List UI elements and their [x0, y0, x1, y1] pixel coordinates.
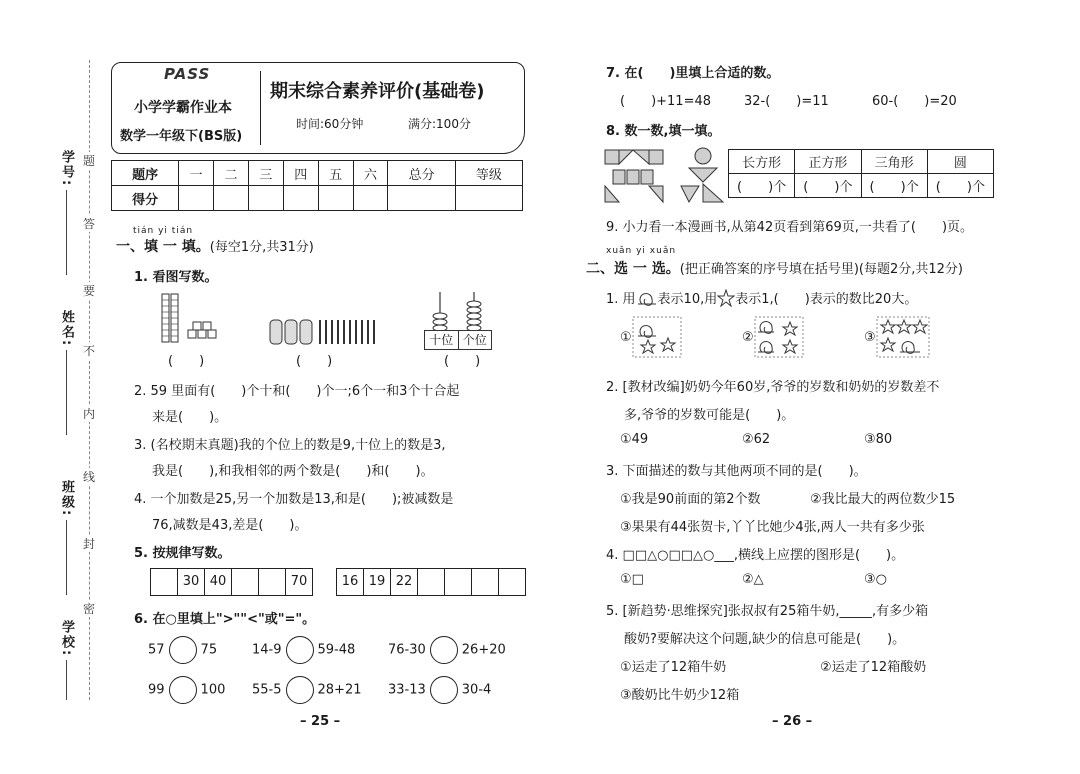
sequence-cell: 16 [337, 569, 364, 595]
score-table-header-cell: 三 [248, 161, 283, 186]
select-question-1 [606, 288, 917, 307]
q7-item[interactable]: 32-( )=11 [744, 94, 829, 109]
compare-circle[interactable] [286, 676, 314, 704]
sequence-cell[interactable] [445, 569, 472, 595]
score-cell[interactable] [248, 186, 283, 211]
compare-item [388, 636, 506, 664]
sq1-option-2[interactable] [742, 316, 804, 358]
sequence-cell[interactable] [418, 569, 445, 595]
sequence-cell: 40 [205, 569, 232, 595]
compare-right: 100 [200, 682, 226, 698]
sequence-cell[interactable] [472, 569, 499, 595]
score-cell[interactable] [388, 186, 455, 211]
score-table-header-cell: 题序 [112, 161, 179, 186]
compare-item [252, 676, 362, 704]
sq5-option[interactable]: ①运走了12箱牛奶 [620, 660, 727, 675]
compare-circle[interactable] [169, 676, 197, 704]
score-table-header-cell: 二 [214, 161, 249, 186]
page-title: 期末综合素养评价(基础卷) [270, 81, 485, 102]
snail-icon [636, 290, 658, 306]
select-question-5-line-1: 5. [新趋势·思维探究]张叔叔有25箱牛奶,_____,有多少箱 [606, 604, 929, 619]
score-cell[interactable] [283, 186, 318, 211]
q1-blank-3[interactable]: ( ) [444, 354, 481, 369]
abacus-base [424, 330, 492, 350]
school-field[interactable] [57, 620, 76, 700]
compare-left: 99 [148, 682, 165, 698]
section2-note: (把正确答案的序号填在括号里)(每题2分,共12分) [679, 262, 963, 277]
full-score: 满分:100分 [408, 117, 471, 131]
sequence-cell: 19 [364, 569, 391, 595]
score-table-header-cell: 一 [179, 161, 214, 186]
question-2-line-2: 来是( )。 [152, 410, 228, 425]
select-question-3: 3. 下面描述的数与其他两项不同的是( )。 [606, 464, 867, 479]
sq4-option[interactable]: ③○ [864, 572, 887, 587]
score-table-row [112, 186, 523, 211]
section2-heading: 二、选 一 选。 [586, 261, 680, 277]
q1-blank-2[interactable]: ( ) [296, 354, 333, 369]
compare-item [148, 636, 217, 664]
q1-figure-abacus [426, 290, 490, 330]
sequence-row-1 [150, 568, 313, 596]
section1-heading: 一、填 一 填。 [116, 239, 210, 255]
option-picture [754, 316, 804, 358]
score-row-label: 得分 [112, 186, 179, 211]
q1-figure-rods-cubes [158, 292, 224, 344]
cut-word: 线 [83, 470, 96, 484]
select-question-2-line-1: 2. [教材改编]奶奶今年60岁,爷爷的岁数和奶奶的岁数差不 [606, 380, 940, 395]
sequence-cell: 30 [178, 569, 205, 595]
sequence-cell[interactable] [232, 569, 259, 595]
question-1: 1. 看图写数。 [134, 270, 218, 285]
score-table [111, 160, 523, 211]
question-4-line-2: 76,减数是43,差是( )。 [152, 518, 308, 533]
cut-word: 要 [83, 284, 96, 298]
sequence-cell[interactable] [499, 569, 526, 595]
sq3-option[interactable]: ②我比最大的两位数少15 [810, 492, 956, 507]
class-field[interactable] [57, 480, 76, 600]
cut-word: 封 [83, 537, 96, 551]
compare-right: 30-4 [461, 682, 492, 698]
abacus-tens-label: 十位 [425, 331, 459, 349]
option-number: ① [620, 329, 632, 345]
compare-circle[interactable] [430, 636, 458, 664]
select-question-5-line-2: 酸奶?要解决这个问题,缺少的信息可能是( )。 [624, 632, 906, 647]
shape-count-cell[interactable]: ( )个 [927, 174, 993, 198]
sq1-option-1[interactable] [620, 316, 682, 358]
header-divider [260, 71, 261, 145]
score-table-header [112, 161, 523, 186]
score-cell[interactable] [455, 186, 522, 211]
select-question-2-line-2: 多,爷爷的岁数可能是( )。 [624, 408, 795, 423]
q7-item[interactable]: 60-( )=20 [872, 94, 957, 109]
binding-gutter [55, 60, 105, 700]
compare-circle[interactable] [286, 636, 314, 664]
sq4-option[interactable]: ①□ [620, 572, 644, 587]
compare-item [388, 676, 491, 704]
student-number-field[interactable] [57, 150, 76, 280]
shape-header-cell: 圆 [927, 150, 993, 174]
student-name-label: 姓名: [59, 310, 74, 348]
score-cell[interactable] [214, 186, 249, 211]
school-label: 学校: [59, 620, 74, 658]
score-table-header-cell: 五 [318, 161, 353, 186]
brand-logo: PASS [164, 65, 211, 83]
score-table-header-cell: 四 [283, 161, 318, 186]
question-5: 5. 按规律写数。 [134, 546, 231, 561]
page-number-left: – 25 – [300, 714, 341, 729]
page-number-right: – 26 – [772, 714, 813, 729]
score-cell[interactable] [318, 186, 353, 211]
compare-left: 76-30 [388, 642, 426, 658]
compare-item [148, 676, 225, 704]
sq5-option[interactable]: ②运走了12箱酸奶 [820, 660, 927, 675]
q7-item[interactable]: ( )+11=48 [620, 94, 712, 109]
sq1-text-c: 表示1,( )表示的数比20大。 [735, 292, 918, 307]
star-icon [717, 289, 735, 307]
sq1-text-b: 表示10,用 [657, 292, 718, 307]
compare-right: 59-48 [317, 642, 356, 658]
score-table-header-cell: 六 [353, 161, 388, 186]
sq4-option[interactable]: ②△ [742, 572, 764, 587]
section1-pinyin: tián yi tián [133, 226, 194, 236]
compare-left: 14-9 [252, 642, 282, 658]
series-name: 小学学霸作业本 [134, 100, 232, 116]
option-picture [876, 316, 930, 358]
compare-left: 33-13 [388, 682, 426, 698]
student-name-field[interactable] [57, 310, 76, 440]
sequence-cell: 22 [391, 569, 418, 595]
option-picture [632, 316, 682, 358]
sq5-option[interactable]: ③酸奶比牛奶少12箱 [620, 688, 740, 703]
q1-blank-1[interactable]: ( ) [168, 354, 205, 369]
sequence-cell: 70 [286, 569, 313, 595]
question-3-line-2: 我是( ),和我相邻的两个数是( )和( )。 [152, 464, 434, 479]
section1-title [116, 236, 314, 256]
question-8: 8. 数一数,填一填。 [606, 124, 721, 139]
section2-pinyin: xuǎn yi xuǎn [606, 246, 677, 256]
grade-subtitle: 数学一年级下(BS版) [120, 129, 243, 144]
sq1-option-3[interactable] [864, 316, 930, 358]
sq3-option[interactable]: ①我是90前面的第2个数 [620, 492, 761, 507]
sequence-row-2 [336, 568, 526, 596]
score-table-header-cell: 总分 [388, 161, 455, 186]
question-9: 9. 小力看一本漫画书,从第42页看到第69页,一共看了( )页。 [606, 220, 974, 235]
compare-right: 26+20 [461, 642, 506, 658]
sq3-option[interactable]: ③果果有44张贺卡,丫丫比她少4张,两人一共有多少张 [620, 520, 925, 535]
cut-word: 答 [83, 217, 96, 231]
shape-count-row [729, 174, 994, 198]
header-box [111, 62, 525, 154]
shape-count-table [728, 149, 994, 198]
shape-header-cell: 长方形 [729, 150, 795, 174]
section2-title [586, 258, 963, 278]
cut-word: 内 [83, 407, 96, 421]
compare-right: 75 [200, 642, 218, 658]
student-number-label: 学号: [59, 150, 74, 188]
shape-count-header [729, 150, 994, 174]
exam-time: 时间:60分钟 [296, 117, 364, 131]
score-table-header-cell: 等级 [455, 161, 522, 186]
sq2-option[interactable]: ②62 [742, 432, 771, 447]
abacus-ones-label: 个位 [462, 333, 487, 347]
question-7: 7. 在( )里填上合适的数。 [606, 66, 780, 81]
cut-word: 密 [83, 602, 96, 616]
section1-note: (每空1分,共31分) [209, 240, 314, 255]
compare-item [252, 636, 355, 664]
sequence-cell[interactable] [259, 569, 286, 595]
sequence-cell[interactable] [151, 569, 178, 595]
compare-circle[interactable] [430, 676, 458, 704]
class-label: 班级: [59, 480, 74, 518]
sq2-option[interactable]: ①49 [620, 432, 649, 447]
shape-count-cell[interactable]: ( )个 [861, 174, 927, 198]
sq2-option[interactable]: ③80 [864, 432, 893, 447]
cut-word: 不 [83, 344, 96, 358]
option-number: ② [742, 329, 754, 345]
question-4-line-1: 4. 一个加数是25,另一个加数是13,和是( );被减数是 [134, 492, 454, 507]
compare-right: 28+21 [317, 682, 362, 698]
compare-circle[interactable] [169, 636, 197, 664]
select-question-4: 4. □□△○□□△○___,横线上应摆的图形是( )。 [606, 548, 905, 563]
q1-figure-bundles-sticks [268, 316, 378, 348]
question-6: 6. 在○里填上">""<"或"="。 [134, 612, 316, 627]
compare-left: 57 [148, 642, 165, 658]
score-cell[interactable] [179, 186, 214, 211]
shape-count-cell[interactable]: ( )个 [795, 174, 861, 198]
shape-header-cell: 三角形 [861, 150, 927, 174]
q8-tangram-figures [603, 146, 727, 204]
sq1-text-a: 1. 用 [606, 292, 636, 307]
question-2-line-1: 2. 59 里面有( )个十和( )个一;6个一和3个十合起 [134, 384, 460, 399]
shape-count-cell[interactable]: ( )个 [729, 174, 795, 198]
score-cell[interactable] [353, 186, 388, 211]
question-3-line-1: 3. (名校期末真题)我的个位上的数是9,十位上的数是3, [134, 438, 446, 453]
option-number: ③ [864, 329, 876, 345]
shape-header-cell: 正方形 [795, 150, 861, 174]
compare-left: 55-5 [252, 682, 282, 698]
cut-word: 题 [83, 154, 96, 168]
